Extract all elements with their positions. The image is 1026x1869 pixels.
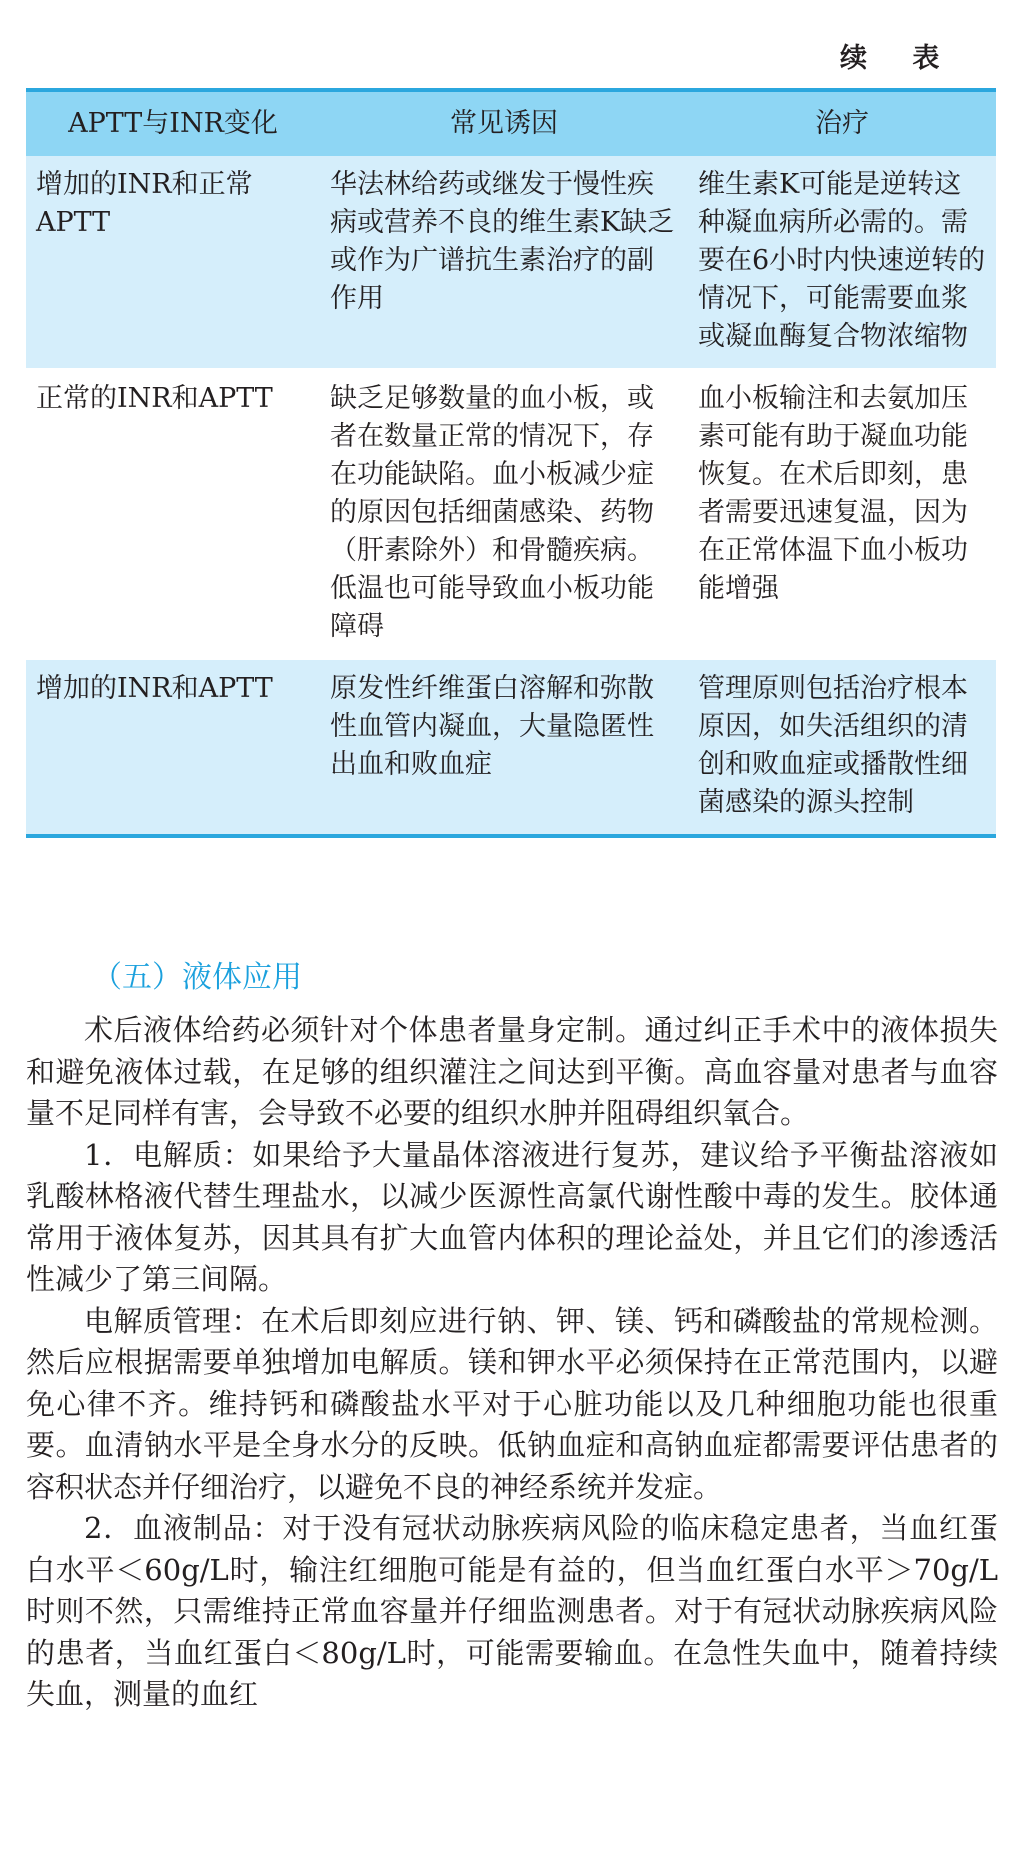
cell-causes: 华法林给药或继发于慢性疾病或营养不良的维生素K缺乏或作为广谱抗生素治疗的副作用 [320,156,688,369]
cell-change: 增加的INR和正常APTT [26,156,320,369]
paragraph-electrolytes: 1．电解质：如果给予大量晶体溶液进行复苏，建议给予平衡盐溶液如乳酸林格液代替生理盐水，以减少医源性高氯代谢性酸中毒的发生。胶体通常用于液体复苏，因其具有扩大血管内体积的理论益处，并且它们的渗透活性减少了第三间隔。 [26,1137,998,1296]
cell-change: 正常的INR和APTT [26,369,320,659]
cell-change: 增加的INR和APTT [26,659,320,836]
table-row [26,369,996,659]
continued-table-label: 续 表 [840,43,958,74]
header-treatment: 治疗 [688,90,996,156]
header-causes: 常见诱因 [320,90,688,156]
cell-treatment: 维生素K可能是逆转这种凝血病所必需的。需要在6小时内快速逆转的情况下，可能需要血浆或凝血酶复合物浓缩物 [688,156,996,369]
section-heading: （五）液体应用 [92,960,302,995]
cell-treatment: 血小板输注和去氨加压素可能有助于凝血功能恢复。在术后即刻，患者需要迅速复温，因为在正常体温下血小板功能增强 [688,369,996,659]
cell-treatment: 管理原则包括治疗根本原因，如失活组织的清创和败血症或播散性细菌感染的源头控制 [688,659,996,836]
table-header-row [26,90,996,156]
table-row [26,156,996,369]
paragraph-intro: 术后液体给药必须针对个体患者量身定制。通过纠正手术中的液体损失和避免液体过载，在足够的组织灌注之间达到平衡。高血容量对患者与血容量不足同样有害，会导致不必要的组织水肿并阻碍组织氧合。 [26,1013,998,1130]
paragraph-electrolyte-management: 电解质管理：在术后即刻应进行钠、钾、镁、钙和磷酸盐的常规检测。然后应根据需要单独增加电解质。镁和钾水平必须保持在正常范围内，以避免心律不齐。维持钙和磷酸盐水平对于心脏功能以及几种细胞功能也很重要。血清钠水平是全身水分的反映。低钠血症和高钠血症都需要评估患者的容积状态并仔细治疗，以避免不良的神经系统并发症。 [26,1303,998,1504]
cell-causes: 缺乏足够数量的血小板，或者在数量正常的情况下，存在功能缺陷。血小板减少症的原因包括细菌感染、药物（肝素除外）和骨髓疾病。低温也可能导致血小板功能障碍 [320,369,688,659]
cell-causes: 原发性纤维蛋白溶解和弥散性血管内凝血，大量隐匿性出血和败血症 [320,659,688,836]
body-text [26,1010,998,1716]
table-row [26,659,996,836]
coagulation-table [26,88,996,838]
paragraph-blood-products: 2．血液制品：对于没有冠状动脉疾病风险的临床稳定患者，当血红蛋白水平＜60g/L时，输注红细胞可能是有益的，但当血红蛋白水平＞70g/L时则不然，只需维持正常血容量并仔细监测患者。对于有冠状动脉疾病风险的患者，当血红蛋白＜80g/L时，可能需要输血。在急性失血中，随着持续失血，测量的血红 [26,1511,998,1711]
header-change: APTT与INR变化 [26,90,320,156]
